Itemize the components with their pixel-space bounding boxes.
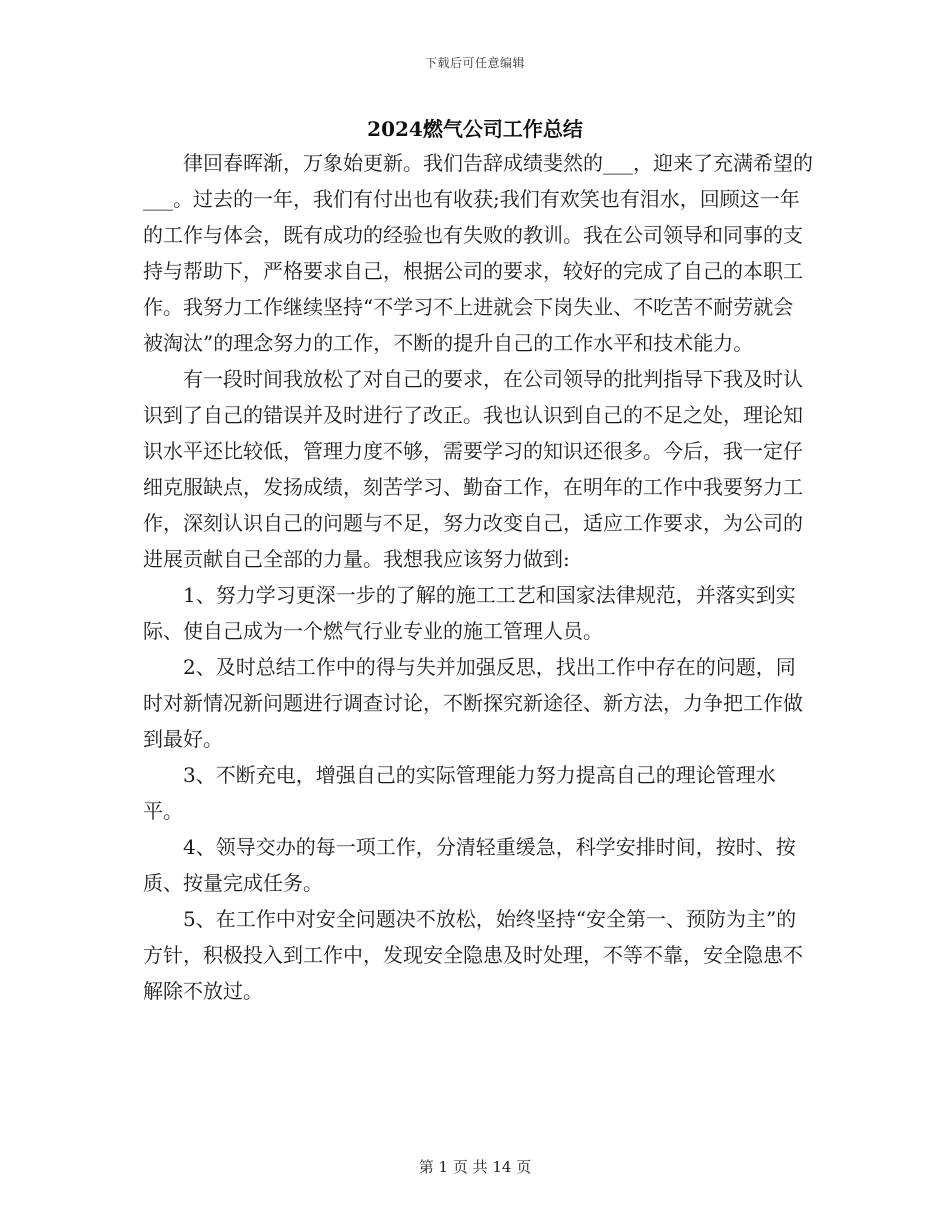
list-item-1: 1、努力学习更深一步的了解的施工工艺和国家法律规范，并落实到实际、使自己成为一个燃气行业专业的施工管理人员。	[143, 583, 796, 643]
paragraph-self-review: 有一段时间我放松了对自己的要求，在公司领导的批判指导下我及时认识到了自己的错误并及时进行了改正。我也认识到自己的不足之处，理论知识水平还比较低，管理力度不够，需要学习的知识还很多。今后，我一定仔细克服缺点，发扬成绩，刻苦学习、勤奋工作，在明年的工作中我要努力工作，深刻认识自己的问题与不足，努力改变自己，适应工作要求，为公司的进展贡献自己全部的力量。我想我应该努力做到:	[143, 367, 803, 571]
paragraph-intro: 律回春晖渐，万象始更新。我们告辞成绩斐然的___，迎来了充满希望的___。过去的一年，我们有付出也有收获;我们有欢笑也有泪水，回顾这一年的工作与体会，既有成功的经验也有失败的教训。我在公司领导和同事的支持与帮助下，严格要求自己，根据公司的要求，较好的完成了自己的本职工作。我努力工作继续坚持“不学习不上进就会下岗失业、不吃苦不耐劳就会被淘汰”的理念努力的工作，不断的提升自己的工作水平和技术能力。	[143, 151, 813, 355]
list-item-4: 4、领导交办的每一项工作，分清轻重缓急，科学安排时间，按时、按质、按量完成任务。	[143, 835, 796, 895]
document-body	[143, 145, 813, 1009]
document-title: 2024燃气公司工作总结	[367, 117, 583, 141]
list-item-2: 2、及时总结工作中的得与失并加强反思，找出工作中存在的问题，同时对新情况新问题进行调查讨论，不断探究新途径、新方法，力争把工作做到最好。	[143, 655, 803, 751]
page-number: 第 1 页 共 14 页	[418, 1158, 532, 1176]
header-note: 下载后可任意编辑	[424, 56, 525, 70]
list-item-3: 3、不断充电，增强自己的实际管理能力努力提高自己的理论管理水平。	[143, 763, 776, 823]
list-item-5: 5、在工作中对安全问题决不放松，始终坚持“安全第一、预防为主”的方针，积极投入到工作中，发现安全隐患及时处理，不等不靠，安全隐患不解除不放过。	[143, 907, 803, 1003]
